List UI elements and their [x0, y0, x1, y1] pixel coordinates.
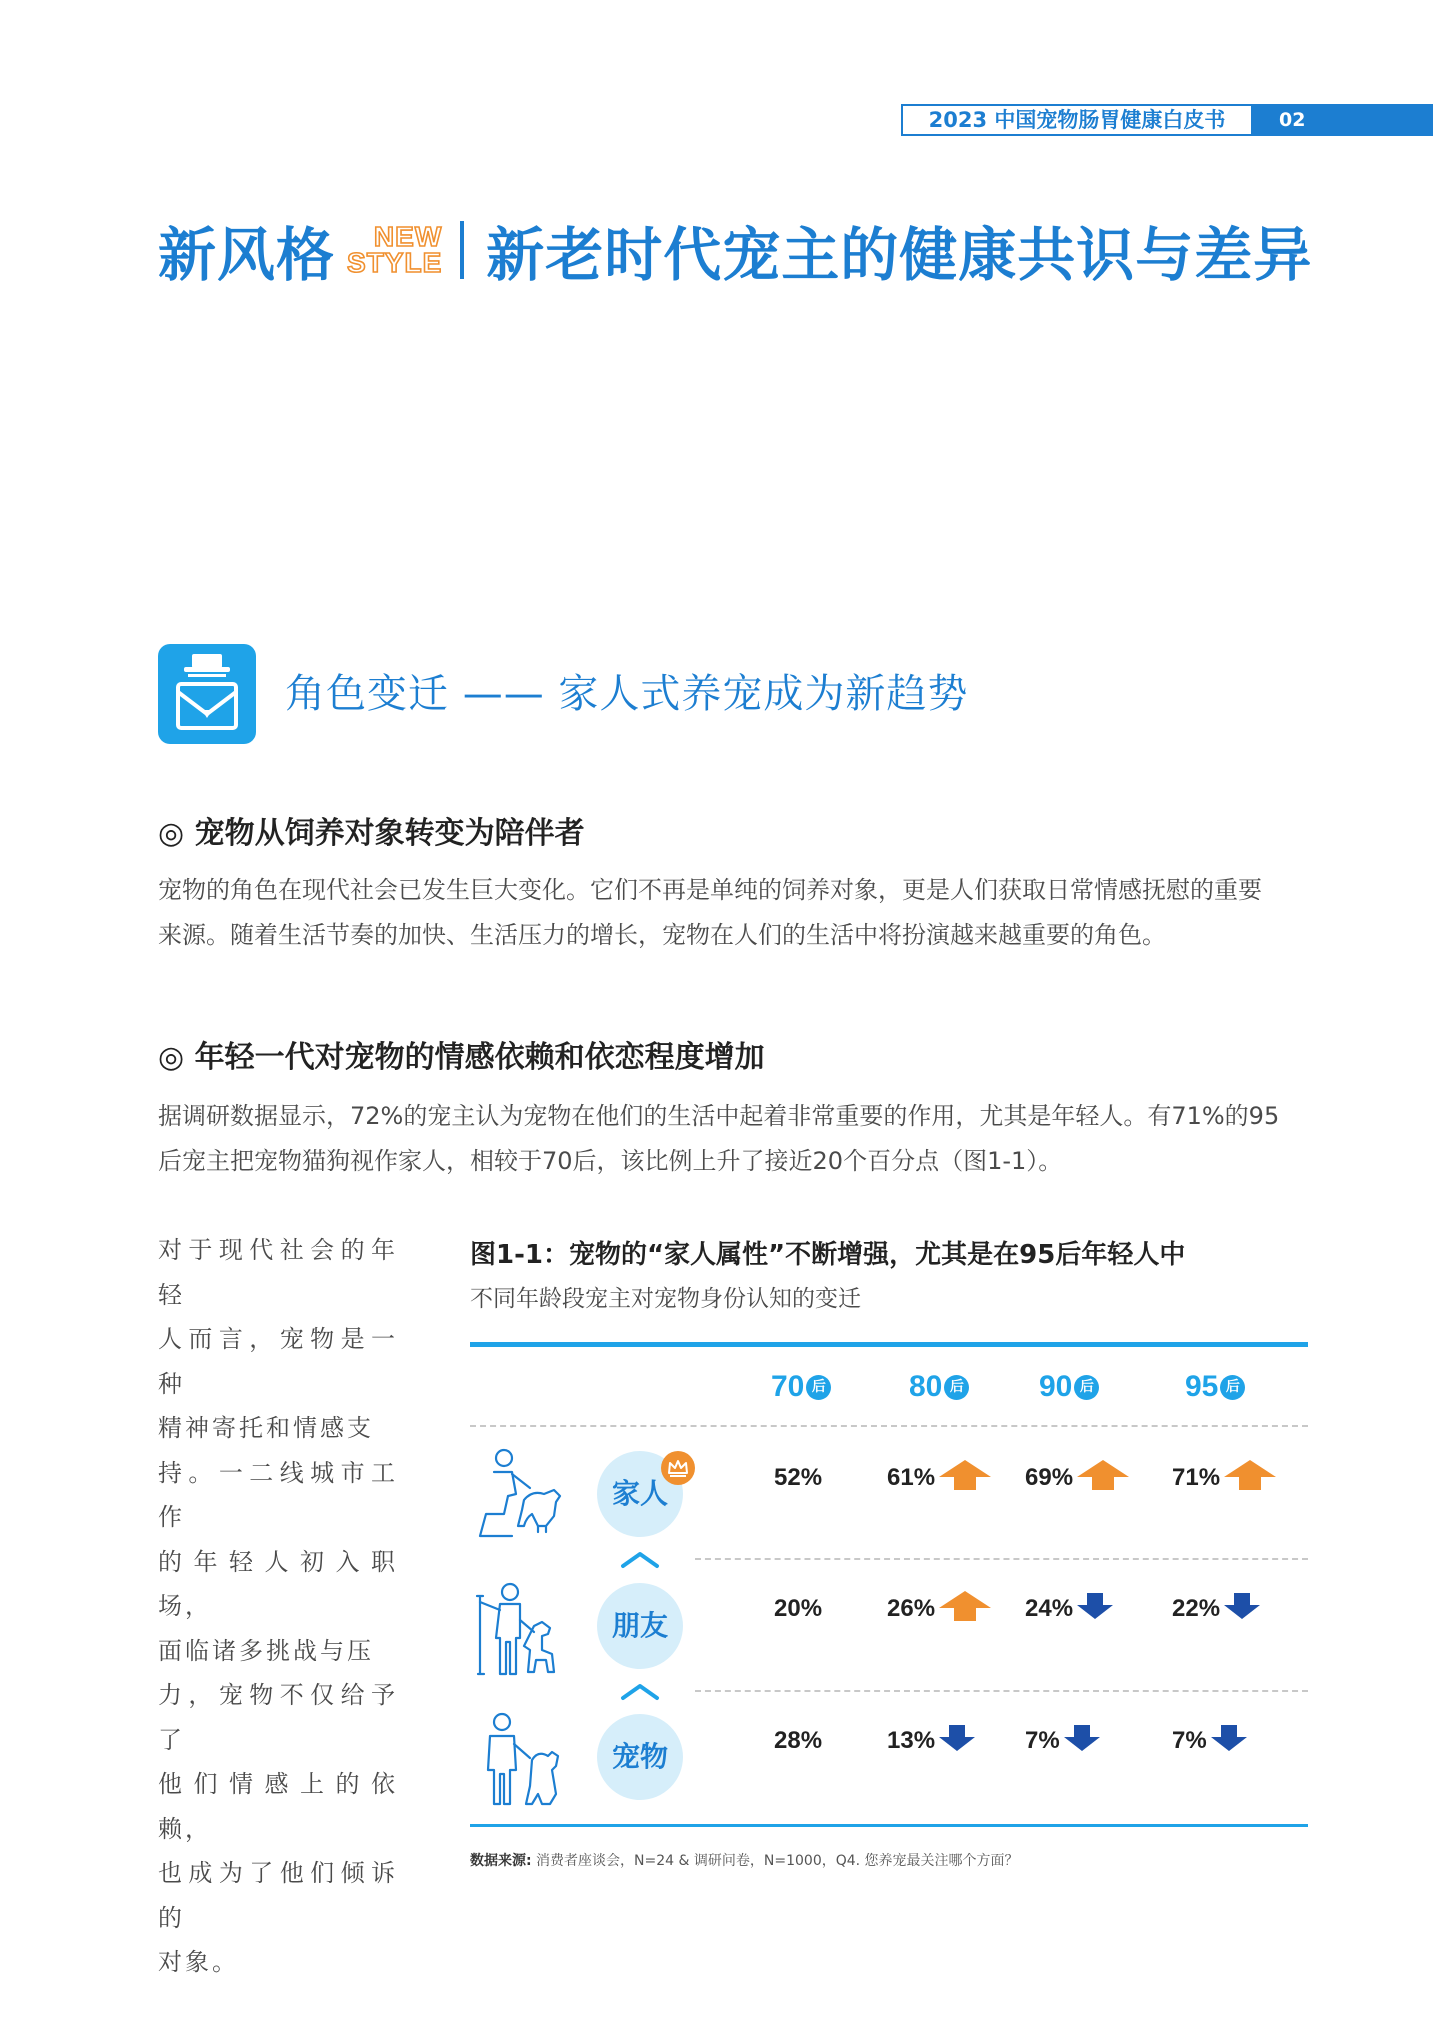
hou-badge: 后 [1220, 1375, 1245, 1400]
side-text-line: 力，宠物不仅给予了 [158, 1681, 398, 1754]
cell-value: 52% [774, 1464, 823, 1491]
table-cell [1025, 1460, 1129, 1496]
cell-value: 13% [887, 1727, 936, 1754]
tag-top: NEW [373, 221, 443, 252]
role-friend: 朋友 [597, 1583, 683, 1669]
table-cell [774, 1460, 822, 1496]
trend-up-arrow-icon [1224, 1460, 1276, 1497]
paragraph-2-line-1: 据调研数据显示，72%的宠主认为宠物在他们的生活中起着非常重要的作用，尤其是年轻人。有71%的95 [158, 1102, 1280, 1130]
column-header-95 [1185, 1370, 1245, 1404]
section-title: 角色变迁 —— 家人式养宠成为新趋势 [285, 671, 969, 717]
trend-down-arrow-icon [1064, 1725, 1100, 1758]
row-divider [470, 1425, 1308, 1427]
column-header-label: 70 [771, 1370, 805, 1403]
trend-up-arrow-icon [939, 1460, 991, 1497]
table-cell [1172, 1723, 1247, 1759]
trend-down-arrow-icon [939, 1725, 975, 1758]
figure-top-rule [470, 1342, 1308, 1347]
page-number: 02 [1253, 104, 1433, 136]
side-text-line: 对象。 [158, 1948, 239, 1976]
new-style-tag [347, 221, 443, 278]
figure-subtitle: 不同年龄段宠主对宠物身份认知的变迁 [470, 1286, 861, 1312]
side-text [158, 1228, 398, 1985]
cell-value: 71% [1172, 1464, 1221, 1491]
chevron-up-icon [619, 1682, 661, 1702]
side-text-line: 也成为了他们倾诉的 [158, 1859, 398, 1932]
side-text-line: 人而言，宠物是一种 [158, 1325, 398, 1398]
column-header-70 [771, 1370, 831, 1404]
figure-title: 图1-1：宠物的“家人属性”不断增强，尤其是在95后年轻人中 [470, 1240, 1186, 1270]
figure-bottom-rule [470, 1824, 1308, 1827]
column-header-80 [909, 1370, 969, 1404]
role-pet: 宠物 [597, 1714, 683, 1800]
owner-hat-icon [158, 644, 256, 744]
hou-badge: 后 [1074, 1375, 1099, 1400]
table-cell [774, 1723, 822, 1759]
source-text: 消费者座谈会，N=24 & 调研问卷，N=1000，Q4. 您养宠最关注哪个方面？ [531, 1853, 1019, 1869]
cell-value: 7% [1172, 1727, 1207, 1754]
column-header-label: 90 [1039, 1370, 1073, 1403]
page-header [901, 104, 1433, 136]
owner-with-pet-icon [472, 1710, 572, 1810]
column-header-label: 95 [1185, 1370, 1219, 1403]
row-divider [695, 1558, 1308, 1560]
table-cell [887, 1460, 991, 1496]
table-cell [1025, 1723, 1100, 1759]
paragraph-1 [158, 868, 1308, 958]
side-text-line: 面临诸多挑战与压 [158, 1636, 374, 1665]
kneeling-owner-with-dog-icon [472, 1444, 572, 1544]
paragraph-2 [158, 1094, 1308, 1184]
cell-value: 28% [774, 1727, 823, 1754]
table-cell [1172, 1591, 1260, 1627]
cell-value: 24% [1025, 1595, 1074, 1622]
subsection-title-1: ◎ 宠物从饲养对象转变为陪伴者 [158, 816, 585, 851]
walking-owner-with-dog-icon [472, 1580, 572, 1680]
table-cell [887, 1723, 975, 1759]
crown-icon [661, 1451, 695, 1485]
table-cell [1025, 1591, 1113, 1627]
cell-value: 69% [1025, 1464, 1074, 1491]
data-source-note [470, 1850, 1019, 1870]
side-text-line: 他们情感上的依赖， [158, 1770, 398, 1843]
subsection-title-2: ◎ 年轻一代对宠物的情感依赖和依恋程度增加 [158, 1040, 765, 1075]
chevron-up-icon [619, 1550, 661, 1570]
document-title: 2023 中国宠物肠胃健康白皮书 [901, 104, 1253, 136]
cell-value: 61% [887, 1464, 936, 1491]
cell-value: 22% [1172, 1595, 1221, 1622]
trend-down-arrow-icon [1211, 1725, 1247, 1758]
trend-down-arrow-icon [1224, 1593, 1260, 1626]
title-right: 新老时代宠主的健康共识与差异 [486, 221, 1313, 289]
paragraph-1-line-1: 宠物的角色在现代社会已发生巨大变化。它们不再是单纯的饲养对象，更是人们获取日常情感抚慰的重要 [158, 876, 1262, 904]
side-text-line: 持。一二线城市工作 [158, 1458, 398, 1531]
hou-badge: 后 [806, 1375, 831, 1400]
table-cell [774, 1591, 822, 1627]
table-cell [887, 1591, 991, 1627]
role-family: 家人 [597, 1451, 683, 1537]
side-text-line: 精神寄托和情感支 [158, 1414, 374, 1442]
title-left: 新风格 [158, 221, 336, 289]
paragraph-1-line-2: 来源。随着生活节奏的加快、生活压力的增长，宠物在人们的生活中将扮演越来越重要的角色。 [158, 921, 1166, 949]
page-title [158, 212, 1338, 288]
column-header-90 [1039, 1370, 1099, 1404]
paragraph-2-line-2: 后宠主把宠物猫狗视作家人，相较于70后，该比例上升了接近20个百分点（图1-1）。 [158, 1147, 1063, 1175]
hou-badge: 后 [944, 1375, 969, 1400]
side-text-line: 的年轻人初入职场， [158, 1547, 398, 1620]
cell-value: 7% [1025, 1727, 1060, 1754]
side-text-line: 对于现代社会的年轻 [158, 1236, 398, 1309]
title-divider [460, 221, 464, 279]
source-label: 数据来源: [470, 1853, 532, 1869]
tag-bottom: STYLE [347, 247, 443, 278]
cell-value: 26% [887, 1595, 936, 1622]
trend-down-arrow-icon [1077, 1593, 1113, 1626]
trend-up-arrow-icon [939, 1591, 991, 1628]
trend-up-arrow-icon [1077, 1460, 1129, 1497]
column-header-label: 80 [909, 1370, 943, 1403]
table-cell [1172, 1460, 1276, 1496]
row-divider [695, 1690, 1308, 1692]
cell-value: 20% [774, 1595, 823, 1622]
